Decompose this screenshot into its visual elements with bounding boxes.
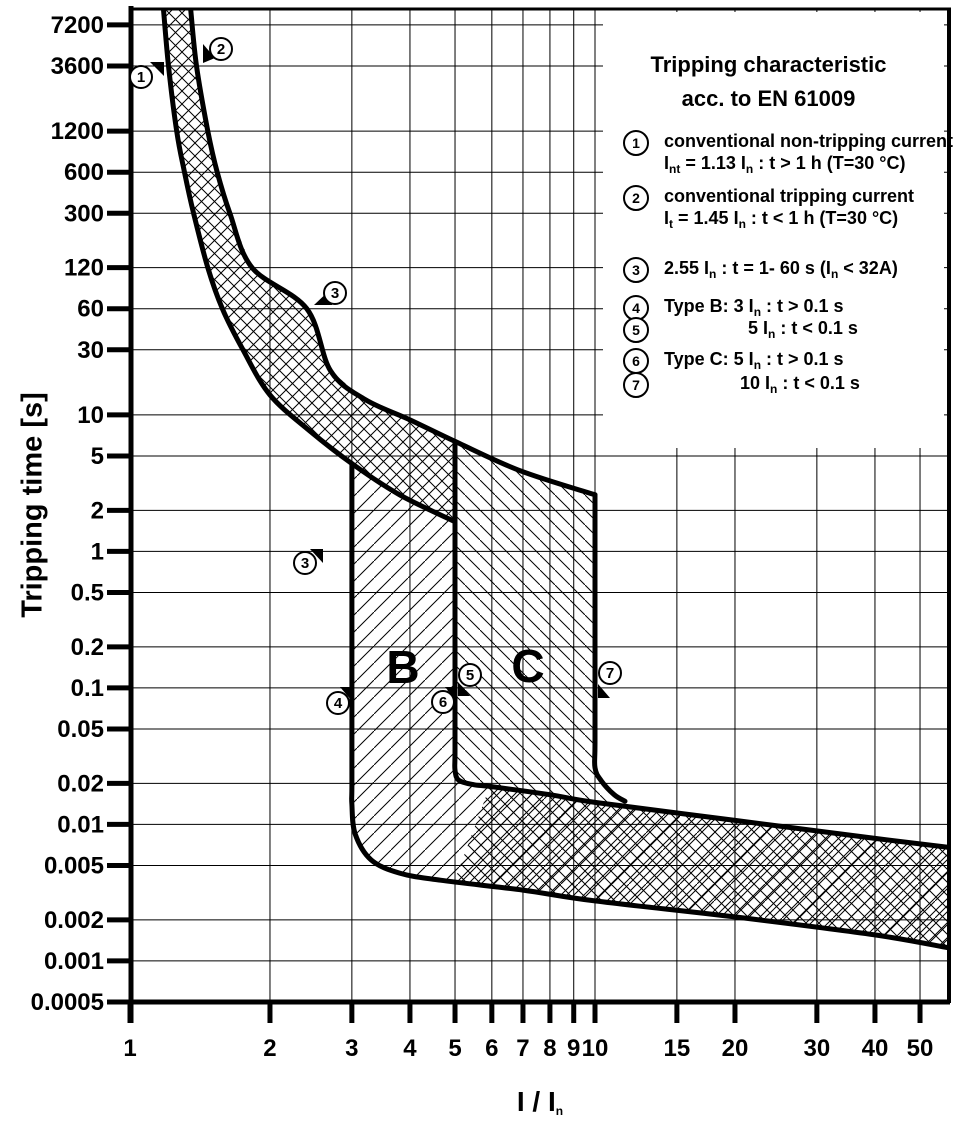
chart-marker-3: 3 [293, 551, 317, 575]
region-label-b: B [386, 641, 420, 693]
legend-item-text-3: 2.55 $I_n$ : t = 1- 60 s $(I_n < 32A)$ [664, 258, 898, 281]
y-tick-label-0.002: 0.002 [43, 906, 104, 934]
chart-marker-6: 6 [431, 690, 455, 714]
y-tick-label-1: 1 [90, 538, 104, 566]
x-tick-label-8: 8 [543, 1035, 557, 1062]
legend-item-text-4: Type B: 3 $I_n$ : t > 0.1 s [664, 296, 844, 319]
legend-marker-5: 5 [623, 317, 649, 343]
legend-item-1 [623, 130, 953, 180]
legend-marker-7: 7 [623, 372, 649, 398]
band-instantaneous-band [455, 786, 948, 947]
x-tick-label-4: 4 [403, 1035, 417, 1062]
legend-marker-3: 3 [623, 257, 649, 283]
legend-marker-2: 2 [623, 185, 649, 211]
legend-title-line1: Tripping characteristic [650, 52, 887, 77]
y-tick-label-0.5: 0.5 [70, 579, 104, 607]
legend-item-2 [623, 185, 914, 235]
y-tick-label-0.001: 0.001 [43, 947, 104, 975]
y-tick-label-1200: 1200 [50, 118, 104, 146]
legend-item-text-6: Type C: 5 $I_n$ : t > 0.1 s [664, 349, 844, 372]
y-tick-label-60: 60 [77, 295, 104, 323]
y-axis-title: Tripping time [s] [16, 392, 49, 618]
chart-marker-7: 7 [598, 661, 622, 685]
y-tick-label-30: 30 [77, 336, 104, 364]
chart-marker-3: 3 [323, 281, 347, 305]
legend-item-text-7: 10 $I_n$ : t < 0.1 s [740, 373, 860, 396]
x-tick-label-9: 9 [567, 1035, 581, 1062]
y-tick-label-7200: 7200 [50, 11, 104, 39]
pointer-triangle-7 [598, 684, 610, 698]
legend-item-5 [623, 317, 858, 345]
region-label-c: C [511, 640, 545, 692]
y-tick-label-600: 600 [63, 159, 104, 187]
x-tick-label-1: 1 [123, 1035, 137, 1062]
legend-title-line2: acc. to EN 61009 [681, 86, 856, 111]
legend-item-7 [623, 372, 860, 400]
legend-title [603, 48, 934, 116]
y-tick-label-3600: 3600 [50, 52, 104, 80]
x-axis-title: I / $I_n$ [516, 1086, 564, 1118]
chart-marker-2: 2 [209, 37, 233, 61]
x-tick-label-3: 3 [345, 1035, 359, 1062]
legend-item-3 [623, 257, 898, 285]
y-tick-label-0.0005: 0.0005 [30, 989, 104, 1017]
x-tick-label-20: 20 [721, 1035, 749, 1062]
x-tick-label-15: 15 [663, 1035, 691, 1062]
y-tick-label-0.005: 0.005 [43, 852, 104, 880]
legend-item-text-5: 5 $I_n$ : t < 0.1 s [748, 318, 858, 341]
x-tick-label-7: 7 [516, 1035, 530, 1062]
x-tick-label-6: 6 [485, 1035, 499, 1062]
y-tick-label-0.05: 0.05 [57, 716, 104, 744]
y-tick-label-0.01: 0.01 [57, 811, 104, 839]
y-tick-label-2: 2 [90, 497, 104, 525]
legend-marker-4: 4 [623, 295, 649, 321]
chart-marker-4: 4 [326, 691, 350, 715]
x-tick-label-40: 40 [861, 1035, 889, 1062]
chart-marker-5: 5 [458, 663, 482, 687]
x-tick-label-50: 50 [906, 1035, 934, 1062]
legend-item-text-2: conventional tripping current $I_t = 1.45$ $I_n$ : t < 1 h (T=30 °C) [664, 186, 915, 231]
y-tick-label-10: 10 [77, 401, 104, 429]
y-tick-label-0.02: 0.02 [57, 770, 104, 798]
x-tick-label-30: 30 [803, 1035, 831, 1062]
legend-item-text-1: conventional non-tripping current $I_{nt} = 1.13$ $I_n$ : t > 1 h (T=30 °C) [664, 131, 953, 176]
x-tick-label-2: 2 [263, 1035, 277, 1062]
legend-marker-1: 1 [623, 130, 649, 156]
x-tick-label-10: 10 [581, 1035, 609, 1062]
chart-marker-1: 1 [129, 65, 153, 89]
y-tick-label-120: 120 [63, 254, 104, 282]
y-tick-label-300: 300 [63, 200, 104, 228]
y-tick-label-0.2: 0.2 [70, 633, 104, 661]
x-tick-label-5: 5 [448, 1035, 462, 1062]
y-tick-label-0.1: 0.1 [70, 674, 104, 702]
typeC-instantaneous-boundary-10-In [595, 495, 625, 801]
y-tick-label-5: 5 [90, 443, 104, 471]
legend-marker-6: 6 [623, 348, 649, 374]
band-type-C-band [455, 441, 625, 802]
legend [603, 12, 953, 448]
